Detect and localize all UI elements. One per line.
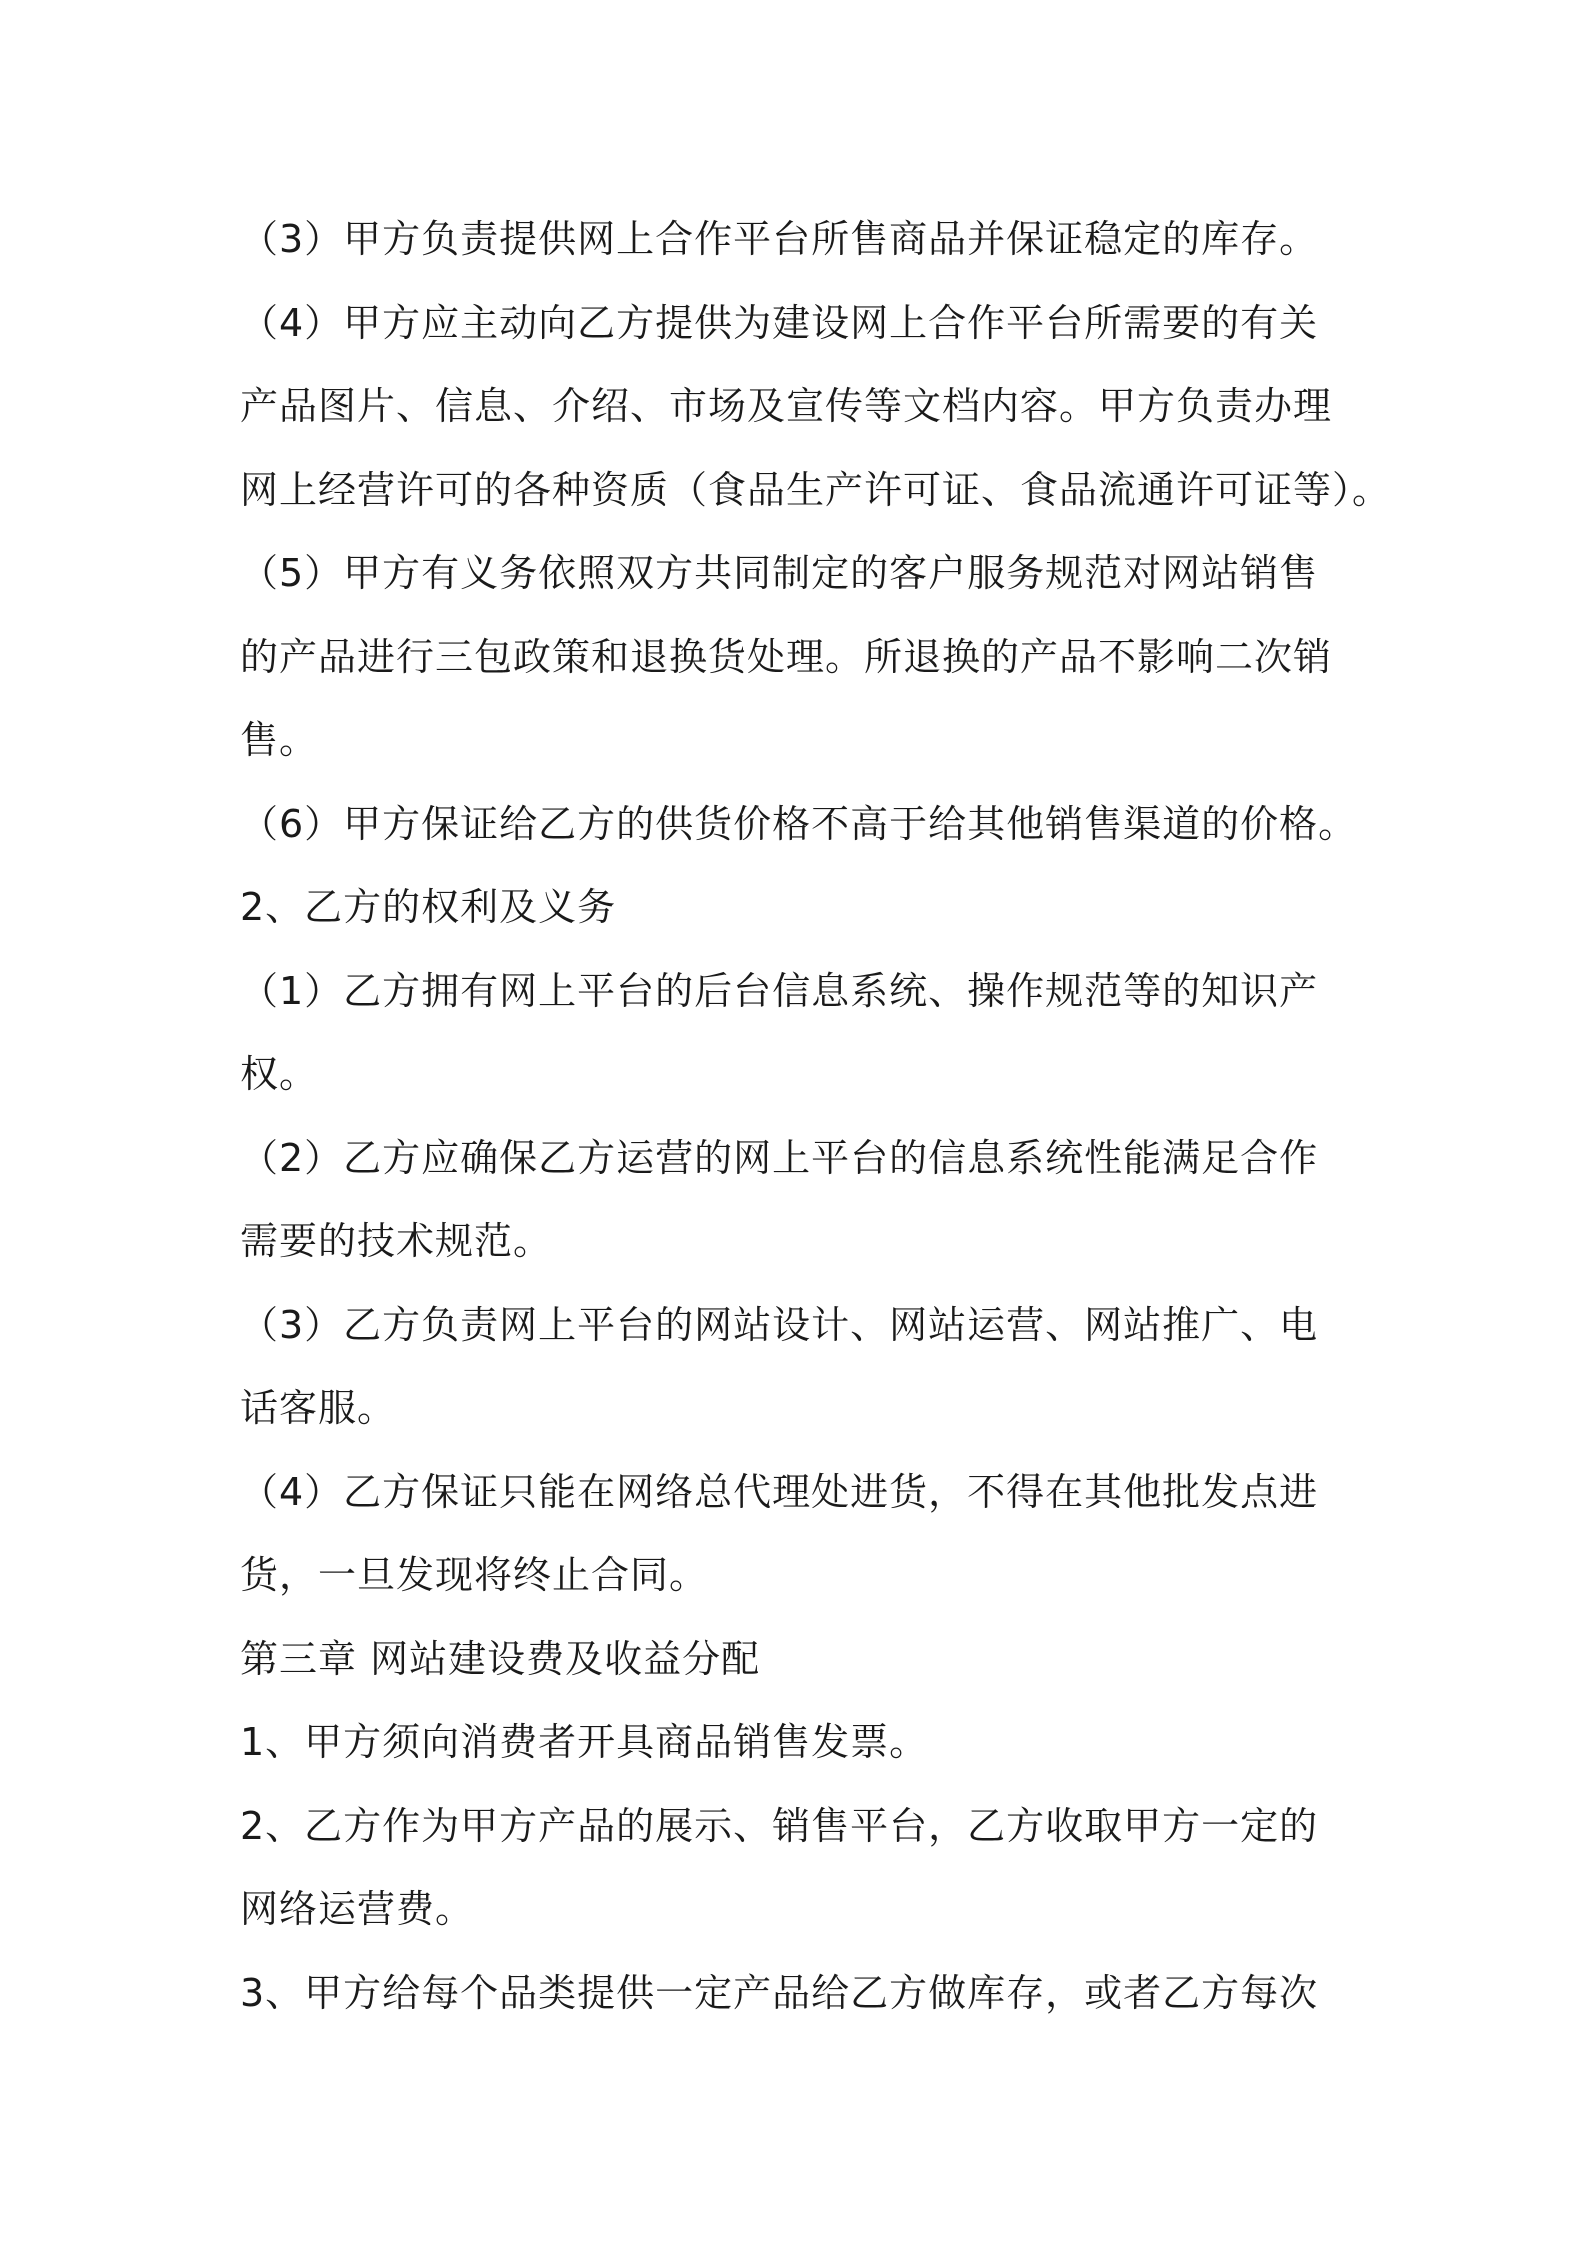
text-line-19: 1、甲方须向消费者开具商品销售发票。 <box>240 1720 929 1764</box>
text-line-13: 需要的技术规范。 <box>240 1219 553 1263</box>
document-body <box>240 198 1390 2035</box>
text-line-12: （2）乙方应确保乙方运营的网上平台的信息系统性能满足合作 <box>240 1135 1319 1180</box>
text-line-8: （6）甲方保证给乙方的供货价格不高于给其他销售渠道的价格。 <box>240 801 1358 846</box>
text-line-11: 权。 <box>240 1052 319 1096</box>
section-heading: 2、乙方的权利及义务 <box>240 885 617 929</box>
text-line-1: （3）甲方负责提供网上合作平台所售商品并保证稳定的库存。 <box>240 217 1319 261</box>
text-line-10: （1）乙方拥有网上平台的后台信息系统、操作规范等的知识产 <box>240 968 1319 1013</box>
text-line-3: 产品图片、信息、介绍、市场及宣传等文档内容。甲方负责办理 <box>240 384 1333 428</box>
chapter-heading: 第三章 网站建设费及收益分配 <box>240 1636 761 1681</box>
text-line-21: 网络运营费。 <box>240 1887 475 1931</box>
text-line-4: 网上经营许可的各种资质（食品生产许可证、食品流通许可证等）。 <box>240 467 1392 512</box>
text-line-14: （3）乙方负责网上平台的网站设计、网站运营、网站推广、电 <box>240 1302 1319 1347</box>
text-line-16: （4）乙方保证只能在网络总代理处进货，不得在其他批发点进 <box>240 1469 1319 1514</box>
text-line-5: （5）甲方有义务依照双方共同制定的客户服务规范对网站销售 <box>240 551 1319 595</box>
text-line-20: 2、乙方作为甲方产品的展示、销售平台，乙方收取甲方一定的 <box>240 1803 1319 1848</box>
text-line-7: 售。 <box>240 718 319 762</box>
text-line-17: 货，一旦发现将终止合同。 <box>240 1553 709 1597</box>
text-line-6: 的产品进行三包政策和退换货处理。所退换的产品不影响二次销 <box>240 634 1333 679</box>
text-line-2: （4）甲方应主动向乙方提供为建设网上合作平台所需要的有关 <box>240 300 1319 345</box>
text-line-15: 话客服。 <box>240 1386 397 1430</box>
text-line-22: 3、甲方给每个品类提供一定产品给乙方做库存，或者乙方每次 <box>240 1970 1319 2015</box>
